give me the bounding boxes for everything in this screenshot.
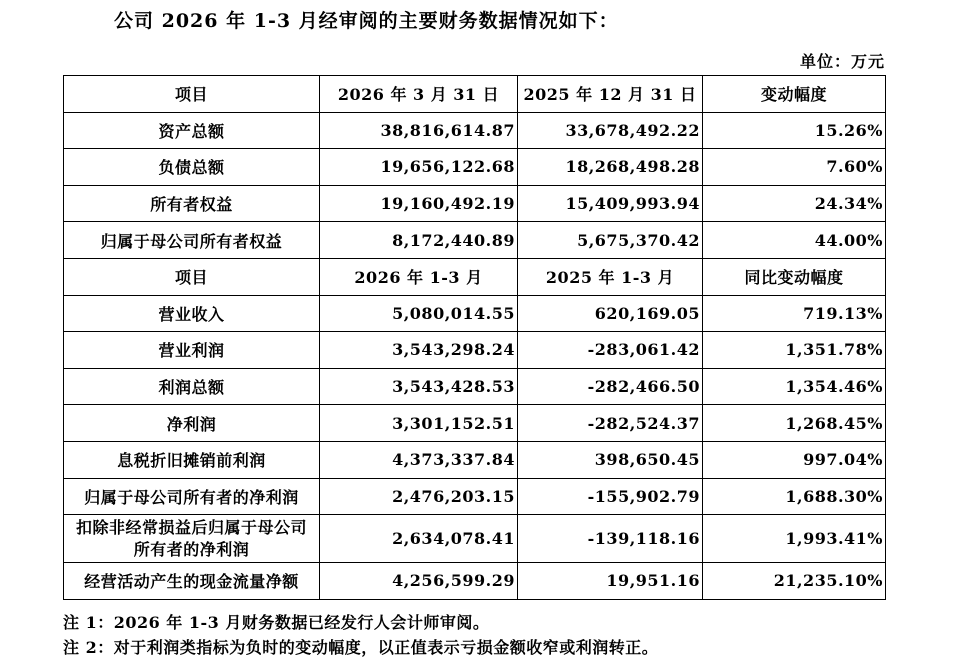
column-header: 变动幅度 bbox=[703, 76, 886, 113]
cell-value: 1,993.41% bbox=[703, 515, 886, 563]
row-label: 息税折旧摊销前利润 bbox=[64, 441, 320, 478]
table-header-row bbox=[64, 76, 886, 113]
cell-value: 3,543,428.53 bbox=[320, 368, 518, 405]
table-row bbox=[64, 222, 886, 259]
cell-value: 1,354.46% bbox=[703, 368, 886, 405]
cell-value: 4,373,337.84 bbox=[320, 441, 518, 478]
table-row bbox=[64, 405, 886, 442]
cell-value: -282,466.50 bbox=[518, 368, 703, 405]
row-label: 净利润 bbox=[64, 405, 320, 442]
cell-value: 8,172,440.89 bbox=[320, 222, 518, 259]
cell-value: -155,902.79 bbox=[518, 478, 703, 515]
row-label bbox=[64, 515, 320, 563]
cell-value: 33,678,492.22 bbox=[518, 112, 703, 149]
table-row bbox=[64, 441, 886, 478]
cell-value: -282,524.37 bbox=[518, 405, 703, 442]
footnotes bbox=[63, 610, 658, 660]
cell-value: 15,409,993.94 bbox=[518, 185, 703, 222]
cell-value: 44.00% bbox=[703, 222, 886, 259]
column-header: 2026 年 1-3 月 bbox=[320, 258, 518, 295]
column-header: 项目 bbox=[64, 76, 320, 113]
cell-value: 1,268.45% bbox=[703, 405, 886, 442]
cell-value: 5,080,014.55 bbox=[320, 295, 518, 332]
table-row bbox=[64, 478, 886, 515]
table-row bbox=[64, 149, 886, 186]
unit-label: 单位：万元 bbox=[799, 52, 885, 71]
row-label: 所有者权益 bbox=[64, 185, 320, 222]
row-label: 营业收入 bbox=[64, 295, 320, 332]
row-label: 利润总额 bbox=[64, 368, 320, 405]
cell-value: 18,268,498.28 bbox=[518, 149, 703, 186]
table-row bbox=[64, 295, 886, 332]
cell-value: 4,256,599.29 bbox=[320, 563, 518, 600]
row-label: 经营活动产生的现金流量净额 bbox=[64, 563, 320, 600]
table-row bbox=[64, 515, 886, 563]
row-label: 负债总额 bbox=[64, 149, 320, 186]
column-header: 项目 bbox=[64, 258, 320, 295]
cell-value: 2,634,078.41 bbox=[320, 515, 518, 563]
row-label: 归属于母公司所有者权益 bbox=[64, 222, 320, 259]
column-header: 2025 年 1-3 月 bbox=[518, 258, 703, 295]
cell-value: 3,301,152.51 bbox=[320, 405, 518, 442]
cell-value: 1,351.78% bbox=[703, 332, 886, 369]
row-label: 营业利润 bbox=[64, 332, 320, 369]
cell-value: 38,816,614.87 bbox=[320, 112, 518, 149]
column-header: 2026 年 3 月 31 日 bbox=[320, 76, 518, 113]
cell-value: -139,118.16 bbox=[518, 515, 703, 563]
cell-value: 997.04% bbox=[703, 441, 886, 478]
table-row bbox=[64, 563, 886, 600]
table-row bbox=[64, 112, 886, 149]
table-row bbox=[64, 332, 886, 369]
table-row bbox=[64, 368, 886, 405]
row-label: 归属于母公司所有者的净利润 bbox=[64, 478, 320, 515]
intro-text: 公司 2026 年 1-3 月经审阅的主要财务数据情况如下： bbox=[114, 10, 619, 32]
row-label: 资产总额 bbox=[64, 112, 320, 149]
cell-value: 19,160,492.19 bbox=[320, 185, 518, 222]
cell-value: 620,169.05 bbox=[518, 295, 703, 332]
cell-value: 719.13% bbox=[703, 295, 886, 332]
column-header: 2025 年 12 月 31 日 bbox=[518, 76, 703, 113]
cell-value: 19,951.16 bbox=[518, 563, 703, 600]
cell-value: -283,061.42 bbox=[518, 332, 703, 369]
cell-value: 3,543,298.24 bbox=[320, 332, 518, 369]
cell-value: 1,688.30% bbox=[703, 478, 886, 515]
row-label-text: 扣除非经常损益后归属于母公司所有者的净利润 bbox=[75, 517, 307, 559]
cell-value: 7.60% bbox=[703, 149, 886, 186]
footnote-1: 注 1：2026 年 1-3 月财务数据已经发行人会计师审阅。 bbox=[63, 613, 490, 632]
column-header: 同比变动幅度 bbox=[703, 258, 886, 295]
cell-value: 21,235.10% bbox=[703, 563, 886, 600]
cell-value: 398,650.45 bbox=[518, 441, 703, 478]
cell-value: 5,675,370.42 bbox=[518, 222, 703, 259]
table-subheader-row bbox=[64, 258, 886, 295]
footnote-2: 注 2：对于利润类指标为负时的变动幅度，以正值表示亏损金额收窄或利润转正。 bbox=[63, 638, 659, 657]
table-row bbox=[64, 185, 886, 222]
cell-value: 2,476,203.15 bbox=[320, 478, 518, 515]
cell-value: 24.34% bbox=[703, 185, 886, 222]
financial-data-table bbox=[63, 75, 886, 600]
cell-value: 19,656,122.68 bbox=[320, 149, 518, 186]
cell-value: 15.26% bbox=[703, 112, 886, 149]
